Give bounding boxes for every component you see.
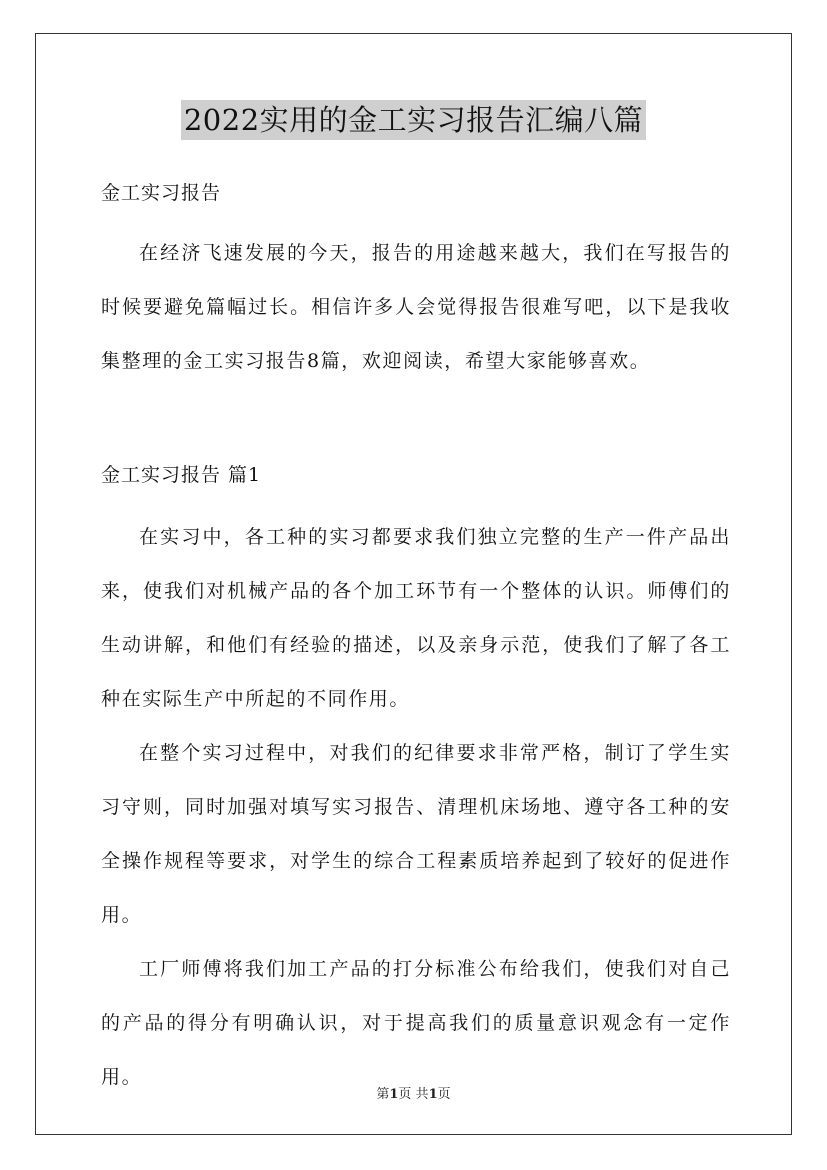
section-heading: 金工实习报告 篇1 <box>101 464 262 486</box>
body-paragraph-2: 在整个实习过程中，对我们的纪律要求非常严格，制订了学生实习守则，同时加强对填写实习报告、清理机床场地、遵守各工种的安全操作规程等要求，对学生的综合工程素质培养起到了较好的促进作用。 <box>101 742 731 926</box>
body-paragraph-1: 在实习中，各工种的实习都要求我们独立完整的生产一件产品出来，使我们对机械产品的各个加工环节有一个整体的认识。师傅们的生动讲解，和他们有经验的描述，以及亲身示范，使我们了解了各工种在实际生产中所起的不同作用。 <box>101 526 731 710</box>
intro-paragraph: 在经济飞速发展的今天，报告的用途越来越大，我们在写报告的时候要避免篇幅过长。相信许多人会觉得报告很难写吧，以下是我收集整理的金工实习报告8篇，欢迎阅读，希望大家能够喜欢。 <box>101 242 731 372</box>
page-footer <box>0 1083 827 1102</box>
title-container <box>0 100 827 140</box>
page-total: 1 <box>428 1087 438 1102</box>
document-body <box>101 176 731 1104</box>
page-mid: 页 共 <box>398 1087 429 1102</box>
page-prefix: 第 <box>376 1087 390 1102</box>
page-suffix: 页 <box>437 1087 451 1102</box>
intro-heading: 金工实习报告 <box>101 182 222 204</box>
body-paragraph-3: 工厂师傅将我们加工产品的打分标准公布给我们，使我们对自己的产品的得分有明确认识，对于提高我们的质量意识观念有一定作用。 <box>101 958 731 1088</box>
page-current: 1 <box>389 1087 399 1102</box>
document-title: 2022实用的金工实习报告汇编八篇 <box>181 100 646 140</box>
